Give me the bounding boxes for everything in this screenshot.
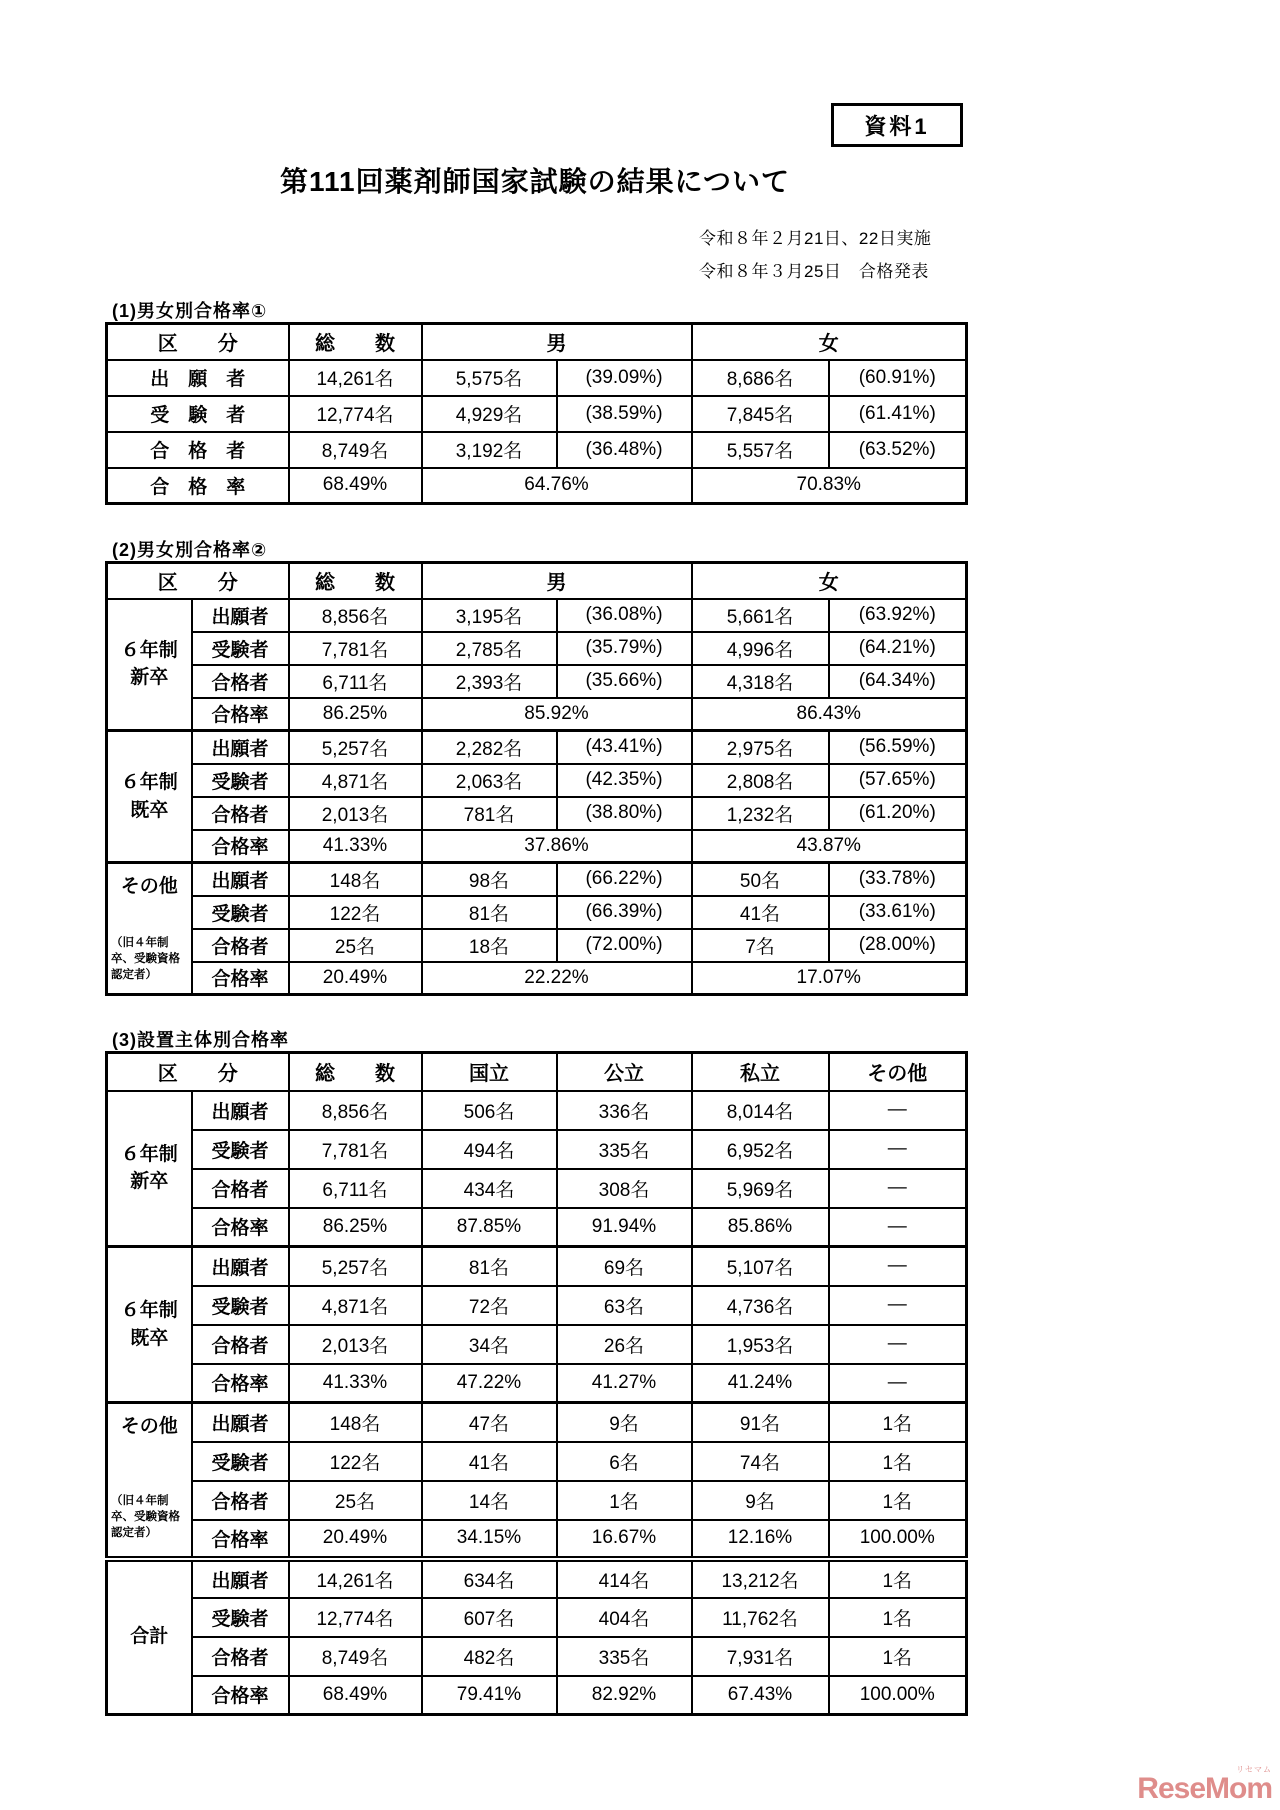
cell: 86.25% <box>289 1208 422 1247</box>
cell: 47名 <box>422 1403 557 1442</box>
row-label-cell: 合格者 <box>192 797 289 830</box>
header-cell: 国立 <box>422 1053 557 1091</box>
cell: (33.78%) <box>829 863 967 896</box>
cell: (63.52%) <box>829 432 967 468</box>
cell: 12,774名 <box>289 1598 422 1637</box>
cell: 1,232名 <box>692 797 829 830</box>
cell: 7,781名 <box>289 1130 422 1169</box>
cell: ― <box>829 1208 967 1247</box>
exam-date-line: 令和８年２月21日、22日実施 <box>699 229 932 248</box>
cell: 4,996名 <box>692 632 829 665</box>
cell: (56.59%) <box>829 731 967 764</box>
table-row <box>107 1403 967 1442</box>
cell: 7,781名 <box>289 632 422 665</box>
cell: (61.20%) <box>829 797 967 830</box>
cell: 2,393名 <box>422 665 557 698</box>
cell: 82.92% <box>557 1676 692 1715</box>
row-label-cell: 出 願 者 <box>107 360 289 396</box>
cell: 4,318名 <box>692 665 829 698</box>
cell: 7名 <box>692 929 829 962</box>
table-row <box>107 863 967 896</box>
cell: (57.65%) <box>829 764 967 797</box>
cell: 37.86% <box>422 830 692 863</box>
table-row <box>107 797 967 830</box>
cell: 1名 <box>829 1559 967 1598</box>
cell: 3,192名 <box>422 432 557 468</box>
cell: 5,257名 <box>289 731 422 764</box>
table-row <box>107 1169 967 1208</box>
cell: 41名 <box>422 1442 557 1481</box>
table-row <box>107 1091 967 1130</box>
cell: 5,661名 <box>692 599 829 632</box>
table-row <box>107 1598 967 1637</box>
cell: 13,212名 <box>692 1559 829 1598</box>
cell: 50名 <box>692 863 829 896</box>
cell: 148名 <box>289 863 422 896</box>
cell: 63名 <box>557 1286 692 1325</box>
row-label-cell: 受験者 <box>192 1130 289 1169</box>
cell: 86.43% <box>692 698 967 731</box>
table-row <box>107 929 967 962</box>
header-cell: 私立 <box>692 1053 829 1091</box>
cell: 308名 <box>557 1169 692 1208</box>
cell: (64.34%) <box>829 665 967 698</box>
table-header-row <box>107 324 967 360</box>
group-name-cell: ６年制 既卒 <box>107 1247 192 1403</box>
cell: 3,195名 <box>422 599 557 632</box>
cell: (61.41%) <box>829 396 967 432</box>
cell: 607名 <box>422 1598 557 1637</box>
group-name-cell: その他 （旧４年制卒、受験資格認定者） <box>107 863 192 995</box>
cell: 2,282名 <box>422 731 557 764</box>
header-cell: 男 <box>422 563 692 599</box>
cell: 8,856名 <box>289 599 422 632</box>
header-cell: 女 <box>692 324 967 360</box>
table-row <box>107 468 967 504</box>
announcement-date-line: 令和８年３月25日 合格発表 <box>699 262 929 282</box>
cell: (36.08%) <box>557 599 692 632</box>
cell: 122名 <box>289 1442 422 1481</box>
cell: 98名 <box>422 863 557 896</box>
header-cell: その他 <box>829 1053 967 1091</box>
cell: 1名 <box>829 1598 967 1637</box>
row-label-cell: 受験者 <box>192 764 289 797</box>
table-row <box>107 1247 967 1286</box>
row-label-cell: 出願者 <box>192 599 289 632</box>
cell: (66.22%) <box>557 863 692 896</box>
row-label-cell: 合格率 <box>192 698 289 731</box>
cell: 1名 <box>829 1481 967 1520</box>
cell: 20.49% <box>289 1520 422 1559</box>
cell: 79.41% <box>422 1676 557 1715</box>
cell: (60.91%) <box>829 360 967 396</box>
cell: 8,749名 <box>289 1637 422 1676</box>
table-row <box>107 764 967 797</box>
cell: 64.76% <box>422 468 692 504</box>
cell: (38.80%) <box>557 797 692 830</box>
cell: ― <box>829 1169 967 1208</box>
cell: 22.22% <box>422 962 692 995</box>
cell: 41名 <box>692 896 829 929</box>
cell: 41.33% <box>289 830 422 863</box>
cell: 1名 <box>829 1442 967 1481</box>
row-label-cell: 受験者 <box>192 896 289 929</box>
table-header-row <box>107 1053 967 1091</box>
cell: 6,711名 <box>289 1169 422 1208</box>
header-cell: 総 数 <box>289 563 422 599</box>
cell: 494名 <box>422 1130 557 1169</box>
row-label-cell: 合 格 者 <box>107 432 289 468</box>
table-row <box>107 1286 967 1325</box>
cell: 8,749名 <box>289 432 422 468</box>
cell: 336名 <box>557 1091 692 1130</box>
table-row <box>107 1559 967 1598</box>
group-name-cell: ６年制 新卒 <box>107 1091 192 1247</box>
table-row <box>107 1520 967 1559</box>
cell: 91.94% <box>557 1208 692 1247</box>
cell: 100.00% <box>829 1676 967 1715</box>
group-note: （旧４年制卒、受験資格認定者） <box>111 1494 180 1539</box>
cell: 2,013名 <box>289 1325 422 1364</box>
cell: (28.00%) <box>829 929 967 962</box>
cell: 91名 <box>692 1403 829 1442</box>
row-label-cell: 出願者 <box>192 1247 289 1286</box>
row-label-cell: 出願者 <box>192 1403 289 1442</box>
cell: 85.92% <box>422 698 692 731</box>
cell: 8,686名 <box>692 360 829 396</box>
cell: 43.87% <box>692 830 967 863</box>
cell: 85.86% <box>692 1208 829 1247</box>
row-label-cell: 受 験 者 <box>107 396 289 432</box>
cell: ― <box>829 1364 967 1403</box>
resemom-kana-text: リセマム <box>1236 1765 1272 1774</box>
cell: 8,856名 <box>289 1091 422 1130</box>
cell: 14名 <box>422 1481 557 1520</box>
cell: (38.59%) <box>557 396 692 432</box>
date-block <box>699 222 931 288</box>
table-row <box>107 1325 967 1364</box>
cell: 6,952名 <box>692 1130 829 1169</box>
row-label-cell: 出願者 <box>192 863 289 896</box>
section1-label: (1)男女別合格率① <box>112 301 268 321</box>
cell: (36.48%) <box>557 432 692 468</box>
cell: 9名 <box>557 1403 692 1442</box>
table-row <box>107 896 967 929</box>
cell: 74名 <box>692 1442 829 1481</box>
cell: 506名 <box>422 1091 557 1130</box>
row-label-cell: 合格者 <box>192 1169 289 1208</box>
cell: 335名 <box>557 1637 692 1676</box>
cell: 18名 <box>422 929 557 962</box>
resemom-watermark <box>1137 1766 1272 1804</box>
row-label-cell: 出願者 <box>192 1559 289 1598</box>
cell: 41.33% <box>289 1364 422 1403</box>
table-row <box>107 1442 967 1481</box>
table-row <box>107 1637 967 1676</box>
table-row <box>107 599 967 632</box>
table-row <box>107 962 967 995</box>
cell: 2,063名 <box>422 764 557 797</box>
row-label-cell: 合格率 <box>192 1676 289 1715</box>
cell: 72名 <box>422 1286 557 1325</box>
cell: 1名 <box>557 1481 692 1520</box>
cell: 25名 <box>289 1481 422 1520</box>
cell: 100.00% <box>829 1520 967 1559</box>
cell: (64.21%) <box>829 632 967 665</box>
cell: 16.67% <box>557 1520 692 1559</box>
row-label-cell: 受験者 <box>192 632 289 665</box>
cell: 482名 <box>422 1637 557 1676</box>
cell: 67.43% <box>692 1676 829 1715</box>
cell: 2,808名 <box>692 764 829 797</box>
cell: 20.49% <box>289 962 422 995</box>
group-name-cell: ６年制 新卒 <box>107 599 192 731</box>
table-row <box>107 1676 967 1715</box>
header-cell: 総 数 <box>289 1053 422 1091</box>
cell: (39.09%) <box>557 360 692 396</box>
cell: 11,762名 <box>692 1598 829 1637</box>
cell: 9名 <box>692 1481 829 1520</box>
cell: 68.49% <box>289 1676 422 1715</box>
header-cell: 区 分 <box>107 324 289 360</box>
cell: 17.07% <box>692 962 967 995</box>
row-label-cell: 合格者 <box>192 1481 289 1520</box>
header-cell: 男 <box>422 324 692 360</box>
row-label-cell: 合格率 <box>192 962 289 995</box>
cell: 12,774名 <box>289 396 422 432</box>
table-gender-pass-rate-2 <box>105 561 968 996</box>
cell: 4,871名 <box>289 764 422 797</box>
group-note: （旧４年制卒、受験資格認定者） <box>111 936 180 981</box>
row-label-cell: 受験者 <box>192 1598 289 1637</box>
row-label-cell: 合格者 <box>192 665 289 698</box>
table-row <box>107 1364 967 1403</box>
cell: 2,975名 <box>692 731 829 764</box>
page-title: 第111回薬剤師国家試験の結果について <box>279 166 791 197</box>
cell: ― <box>829 1325 967 1364</box>
header-cell: 女 <box>692 563 967 599</box>
row-label-cell: 合格率 <box>192 1364 289 1403</box>
table-row <box>107 830 967 863</box>
cell: ― <box>829 1091 967 1130</box>
cell: 1名 <box>829 1637 967 1676</box>
cell: 47.22% <box>422 1364 557 1403</box>
cell: 414名 <box>557 1559 692 1598</box>
cell: 81名 <box>422 896 557 929</box>
cell: 4,736名 <box>692 1286 829 1325</box>
row-label-cell: 受験者 <box>192 1286 289 1325</box>
cell: 4,929名 <box>422 396 557 432</box>
cell: 5,257名 <box>289 1247 422 1286</box>
cell: 7,931名 <box>692 1637 829 1676</box>
cell: 434名 <box>422 1169 557 1208</box>
cell: (63.92%) <box>829 599 967 632</box>
row-label-cell: 合 格 率 <box>107 468 289 504</box>
shiryo-badge: 資料1 <box>831 103 963 147</box>
cell: 41.27% <box>557 1364 692 1403</box>
table-row <box>107 396 967 432</box>
cell: 68.49% <box>289 468 422 504</box>
cell: 2,785名 <box>422 632 557 665</box>
cell: 25名 <box>289 929 422 962</box>
row-label-cell: 合格者 <box>192 1637 289 1676</box>
header-cell: 区 分 <box>107 1053 289 1091</box>
table-by-institution-type <box>105 1051 968 1716</box>
cell: 122名 <box>289 896 422 929</box>
row-label-cell: 出願者 <box>192 731 289 764</box>
cell: (66.39%) <box>557 896 692 929</box>
row-label-cell: 出願者 <box>192 1091 289 1130</box>
section3-label: (3)設置主体別合格率 <box>112 1030 289 1050</box>
table-row <box>107 1130 967 1169</box>
cell: 69名 <box>557 1247 692 1286</box>
cell: 5,575名 <box>422 360 557 396</box>
cell: 14,261名 <box>289 1559 422 1598</box>
cell: (35.79%) <box>557 632 692 665</box>
cell: 6,711名 <box>289 665 422 698</box>
cell: 5,107名 <box>692 1247 829 1286</box>
table-row <box>107 432 967 468</box>
cell: 5,557名 <box>692 432 829 468</box>
cell: 81名 <box>422 1247 557 1286</box>
cell: 87.85% <box>422 1208 557 1247</box>
group-name-cell: ６年制 既卒 <box>107 731 192 863</box>
section2-label: (2)男女別合格率② <box>112 540 268 560</box>
cell: 148名 <box>289 1403 422 1442</box>
resemom-logo: ReseMom <box>1137 1772 1272 1805</box>
cell: 4,871名 <box>289 1286 422 1325</box>
row-label-cell: 合格率 <box>192 1520 289 1559</box>
row-label-cell: 受験者 <box>192 1442 289 1481</box>
cell: (35.66%) <box>557 665 692 698</box>
table-row <box>107 665 967 698</box>
cell: (72.00%) <box>557 929 692 962</box>
group-name-cell: 合計 <box>107 1559 192 1715</box>
cell: 70.83% <box>692 468 967 504</box>
cell: 8,014名 <box>692 1091 829 1130</box>
cell: 12.16% <box>692 1520 829 1559</box>
row-label-cell: 合格率 <box>192 830 289 863</box>
cell: 41.24% <box>692 1364 829 1403</box>
header-cell: 公立 <box>557 1053 692 1091</box>
row-label-cell: 合格率 <box>192 1208 289 1247</box>
cell: 1名 <box>829 1403 967 1442</box>
cell: (42.35%) <box>557 764 692 797</box>
cell: 2,013名 <box>289 797 422 830</box>
table-row <box>107 731 967 764</box>
cell: 634名 <box>422 1559 557 1598</box>
table-row <box>107 1481 967 1520</box>
cell: ― <box>829 1286 967 1325</box>
cell: 781名 <box>422 797 557 830</box>
cell: 26名 <box>557 1325 692 1364</box>
cell: 404名 <box>557 1598 692 1637</box>
cell: 6名 <box>557 1442 692 1481</box>
cell: ― <box>829 1130 967 1169</box>
table-row <box>107 698 967 731</box>
cell: 335名 <box>557 1130 692 1169</box>
header-cell: 区 分 <box>107 563 289 599</box>
cell: 14,261名 <box>289 360 422 396</box>
cell: 5,969名 <box>692 1169 829 1208</box>
cell: 34.15% <box>422 1520 557 1559</box>
cell: 7,845名 <box>692 396 829 432</box>
cell: 1,953名 <box>692 1325 829 1364</box>
cell: ― <box>829 1247 967 1286</box>
group-name-cell: その他 （旧４年制卒、受験資格認定者） <box>107 1403 192 1559</box>
row-label-cell: 合格者 <box>192 1325 289 1364</box>
table-row <box>107 360 967 396</box>
table-row <box>107 1208 967 1247</box>
table-row <box>107 632 967 665</box>
row-label-cell: 合格者 <box>192 929 289 962</box>
header-cell: 総 数 <box>289 324 422 360</box>
table-header-row <box>107 563 967 599</box>
cell: (33.61%) <box>829 896 967 929</box>
cell: 34名 <box>422 1325 557 1364</box>
cell: 86.25% <box>289 698 422 731</box>
cell: (43.41%) <box>557 731 692 764</box>
table-gender-pass-rate-1 <box>105 322 968 505</box>
